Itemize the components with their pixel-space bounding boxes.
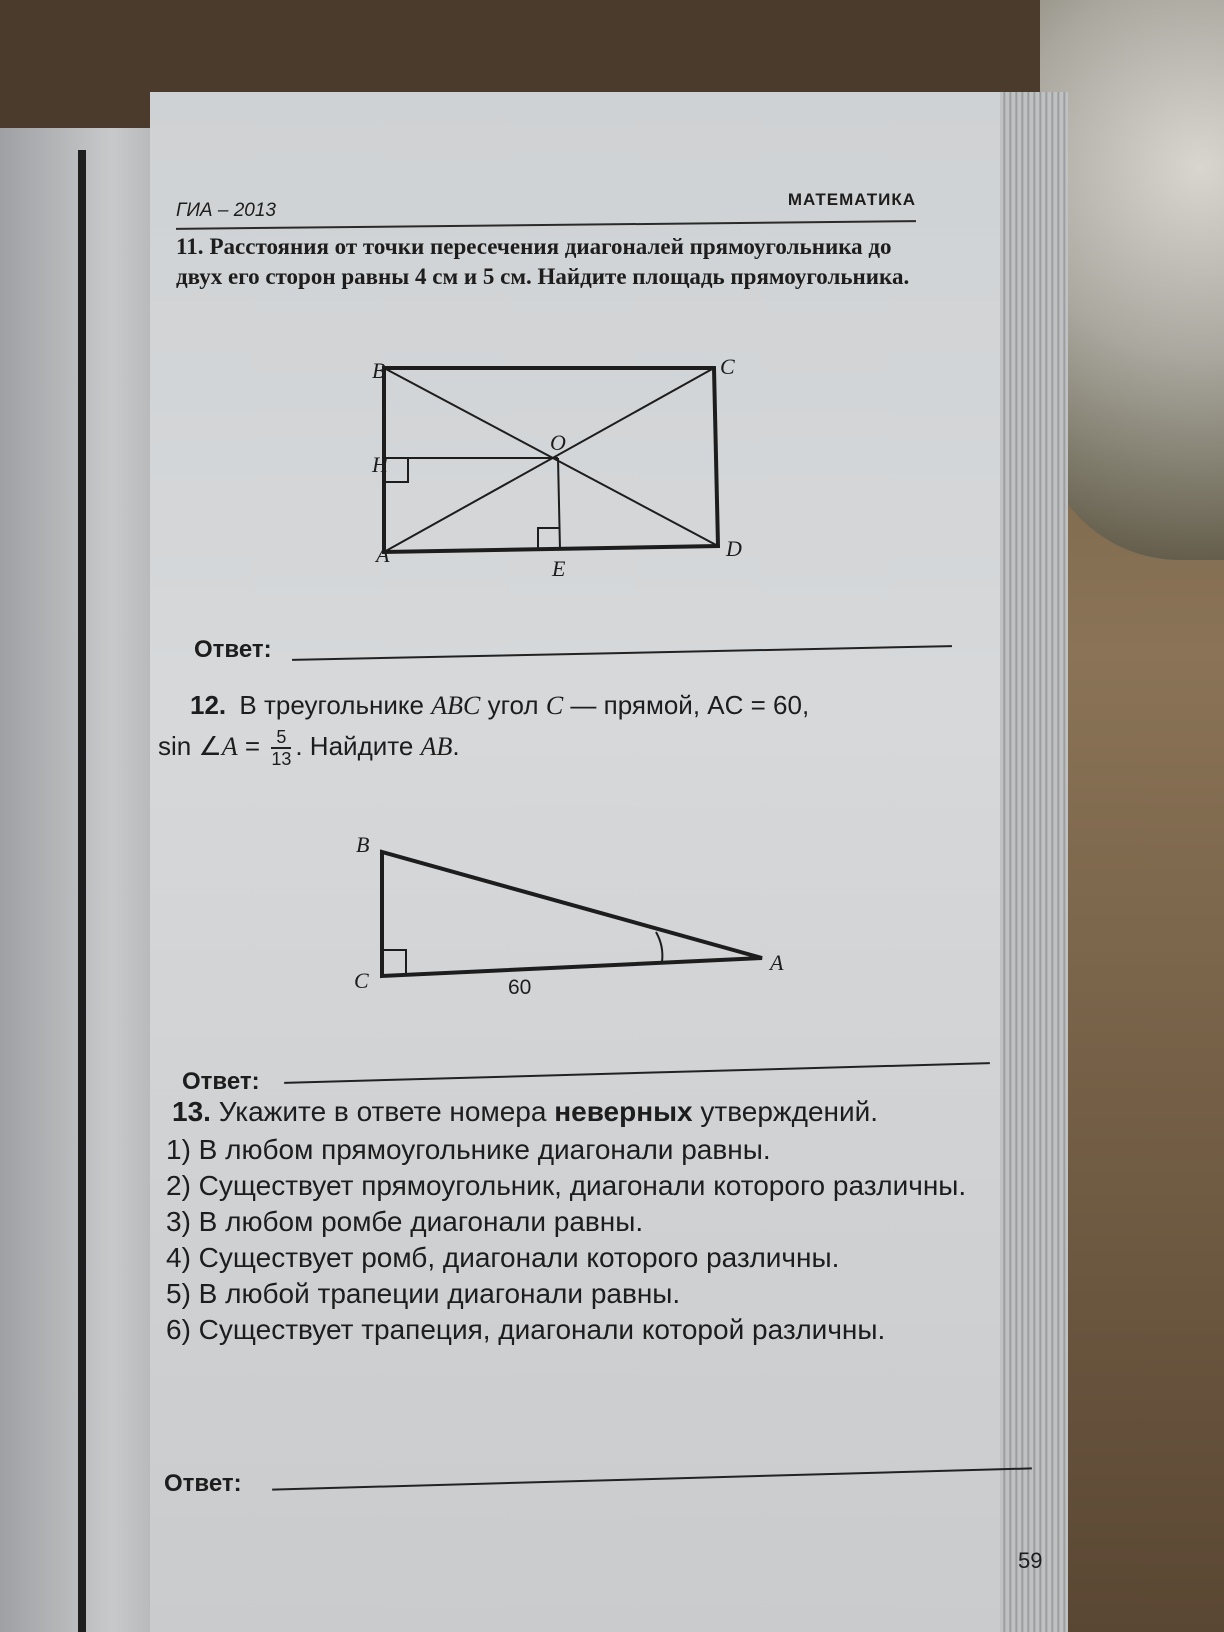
task-12-abc: ABC <box>431 691 481 720</box>
label-e11: E <box>552 556 566 581</box>
answer-11-label: Ответ: <box>194 636 272 663</box>
task-11-text: Расстояния от точки пересечения диагоналей прямоугольника до двух его сторон равны 4 см и 5 см. Найдите площадь прямоугольника. <box>176 234 910 289</box>
statement-4: 4) Существует ромб, диагонали которого различны. <box>166 1242 840 1273</box>
task-12-eq: = <box>244 730 261 761</box>
answer-13-label: Ответ: <box>164 1470 242 1497</box>
diagonal-ac <box>384 368 714 552</box>
label-side-60: 60 <box>508 976 532 999</box>
statement-2: 2) Существует прямоугольник, диагонали которого различны. <box>166 1170 967 1201</box>
answer-12-label: Ответ: <box>182 1068 260 1095</box>
fraction-numerator: 5 <box>271 727 291 749</box>
task-12-dot: . <box>452 730 460 761</box>
triangle <box>382 852 762 976</box>
statement-1: 1) В любом прямоугольнике диагонали равны. <box>166 1134 771 1165</box>
header-exam: ГИА – 2013 <box>176 200 276 221</box>
label-b11: B <box>372 358 386 383</box>
task-12-sin: sin ∠ <box>158 730 222 761</box>
fraction-denominator: 13 <box>271 749 292 769</box>
segment-oe <box>558 458 560 550</box>
task-13-number: 13. <box>172 1096 211 1127</box>
task-12-sin-a: A <box>221 731 238 761</box>
label-d11: D <box>726 536 742 561</box>
rectangle-figure <box>384 368 718 552</box>
task-12-fraction <box>271 727 291 769</box>
right-angle-e <box>538 528 560 550</box>
statement-3: 3) В любом ромбе диагонали равны. <box>166 1206 644 1237</box>
page-number: 59 <box>1018 1548 1043 1573</box>
header-subject: МАТЕМАТИКА <box>787 190 916 209</box>
triangle-figure <box>382 852 762 976</box>
statement-5: 5) В любой трапеции диагонали равны. <box>166 1278 681 1309</box>
label-b12: B <box>356 832 370 857</box>
label-a12: A <box>770 950 784 975</box>
angle-arc-a <box>656 932 662 962</box>
task-12-c: C <box>545 691 564 720</box>
task-12-text-2: угол <box>487 690 539 720</box>
task-13-bold: неверных <box>554 1096 693 1127</box>
task-12 <box>158 688 950 769</box>
task-12-ac: AC = 60, <box>707 690 810 720</box>
task-12-text-3: — прямой, <box>570 690 701 720</box>
label-h11: H <box>372 452 388 477</box>
task-13-text-2: утверждений. <box>700 1096 879 1127</box>
task-12-find: . Найдите <box>295 730 414 761</box>
statement-6: 6) Существует трапеция, диагонали которой различны. <box>166 1314 886 1345</box>
label-o11: O <box>550 430 566 455</box>
task-12-number: 12. <box>190 690 227 720</box>
task-12-line-2 <box>158 727 950 769</box>
label-c12: C <box>354 968 369 993</box>
task-13 <box>166 1094 986 1348</box>
task-12-line-1 <box>190 688 950 723</box>
label-a11: A <box>376 542 390 567</box>
right-angle-c <box>382 950 406 976</box>
task-13-heading <box>172 1094 986 1130</box>
task-11-number: 11. <box>176 234 204 259</box>
task-12-text-1: В треугольнике <box>239 690 425 720</box>
task-13-text-1: Укажите в ответе номера <box>218 1096 547 1127</box>
task-12-ab: AB <box>420 731 453 761</box>
label-c11: C <box>720 354 735 379</box>
